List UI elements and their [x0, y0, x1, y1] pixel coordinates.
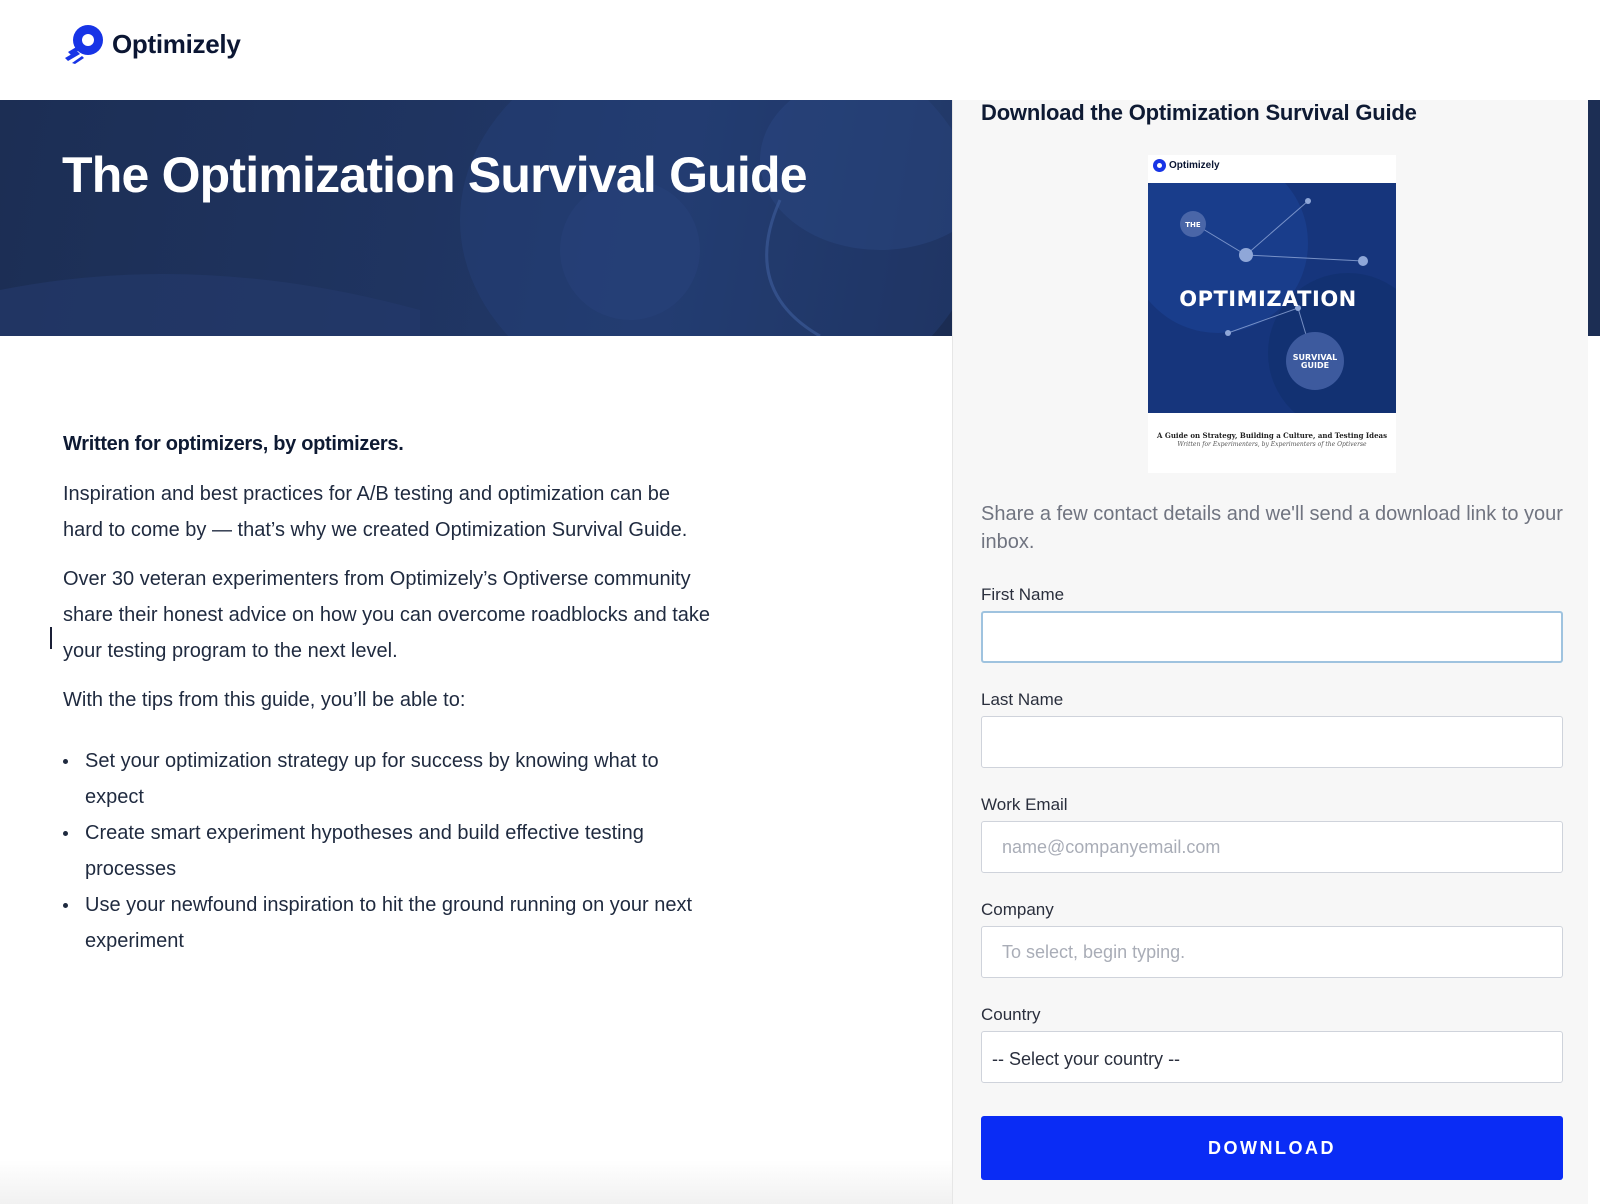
- description-paragraph-2: Over 30 veteran experimenters from Optimizely’s Optiverse community share their honest advice on how you can overcome roadblocks and take your testing program to the next level.: [63, 568, 711, 662]
- cover-badge-line1: SURVIVAL: [1292, 353, 1338, 362]
- cover-byline: Written for Experimenters, by Experimenters of the Optiverse: [1177, 441, 1367, 448]
- work-email-label: Work Email: [981, 795, 1068, 814]
- hero-banner: [0, 100, 952, 336]
- cover-the-label: THE: [1185, 221, 1201, 229]
- form-intro-text: Share a few contact details and we'll send a download link to your inbox.: [981, 503, 1563, 553]
- cover-artwork: [1148, 183, 1396, 413]
- first-name-input[interactable]: [981, 611, 1563, 663]
- guide-description: [63, 433, 713, 959]
- company-input[interactable]: [981, 926, 1563, 978]
- optimizely-rocket-icon: [62, 22, 106, 66]
- top-navigation-bar: [0, 0, 1600, 100]
- country-label: Country: [981, 1005, 1041, 1024]
- country-select[interactable]: [981, 1031, 1563, 1083]
- optimizely-logo-icon: [1153, 159, 1166, 172]
- hero-background-image: [0, 100, 952, 336]
- company-label: Company: [981, 900, 1054, 919]
- cover-badge-line2: GUIDE: [1300, 361, 1330, 370]
- benefits-list: [63, 743, 713, 959]
- country-select-value: -- Select your country --: [992, 1049, 1181, 1069]
- page-bottom-edge: [0, 1160, 952, 1204]
- last-name-input[interactable]: [981, 716, 1563, 768]
- work-email-input[interactable]: [981, 821, 1563, 873]
- cover-brand-name: Optimizely: [1169, 160, 1220, 171]
- first-name-label: First Name: [981, 585, 1065, 604]
- last-name-label: Last Name: [981, 690, 1064, 709]
- benefit-item: Create smart experiment hypotheses and build effective testing processes: [63, 815, 713, 887]
- cover-brand: [1153, 159, 1220, 172]
- tagline: Written for optimizers, by optimizers.: [63, 433, 404, 455]
- download-button[interactable]: DOWNLOAD: [981, 1116, 1563, 1180]
- optimizely-logo[interactable]: [62, 22, 240, 66]
- description-paragraph-3: With the tips from this guide, you’ll be able to:: [63, 689, 466, 711]
- guide-cover-image: [1148, 155, 1396, 473]
- cover-subtitle: A Guide on Strategy, Building a Culture, and Testing Ideas: [1156, 431, 1388, 440]
- benefit-item: Use your newfound inspiration to hit the ground running on your next experiment: [63, 887, 713, 959]
- form-title: Download the Optimization Survival Guide: [981, 100, 1417, 125]
- cover-headline: OPTIMIZATION: [1179, 287, 1357, 311]
- hero-banner-edge: [1588, 100, 1600, 336]
- download-form-panel: [952, 100, 1588, 1204]
- brand-name: Optimizely: [112, 28, 241, 59]
- description-paragraph-1: Inspiration and best practices for A/B testing and optimization can be hard to come by — that’s why we created Optimization Survival Guide.: [63, 483, 688, 541]
- benefit-item: Set your optimization strategy up for success by knowing what to expect: [63, 743, 713, 815]
- page-title: The Optimization Survival Guide: [62, 147, 807, 203]
- text-cursor: [50, 627, 52, 649]
